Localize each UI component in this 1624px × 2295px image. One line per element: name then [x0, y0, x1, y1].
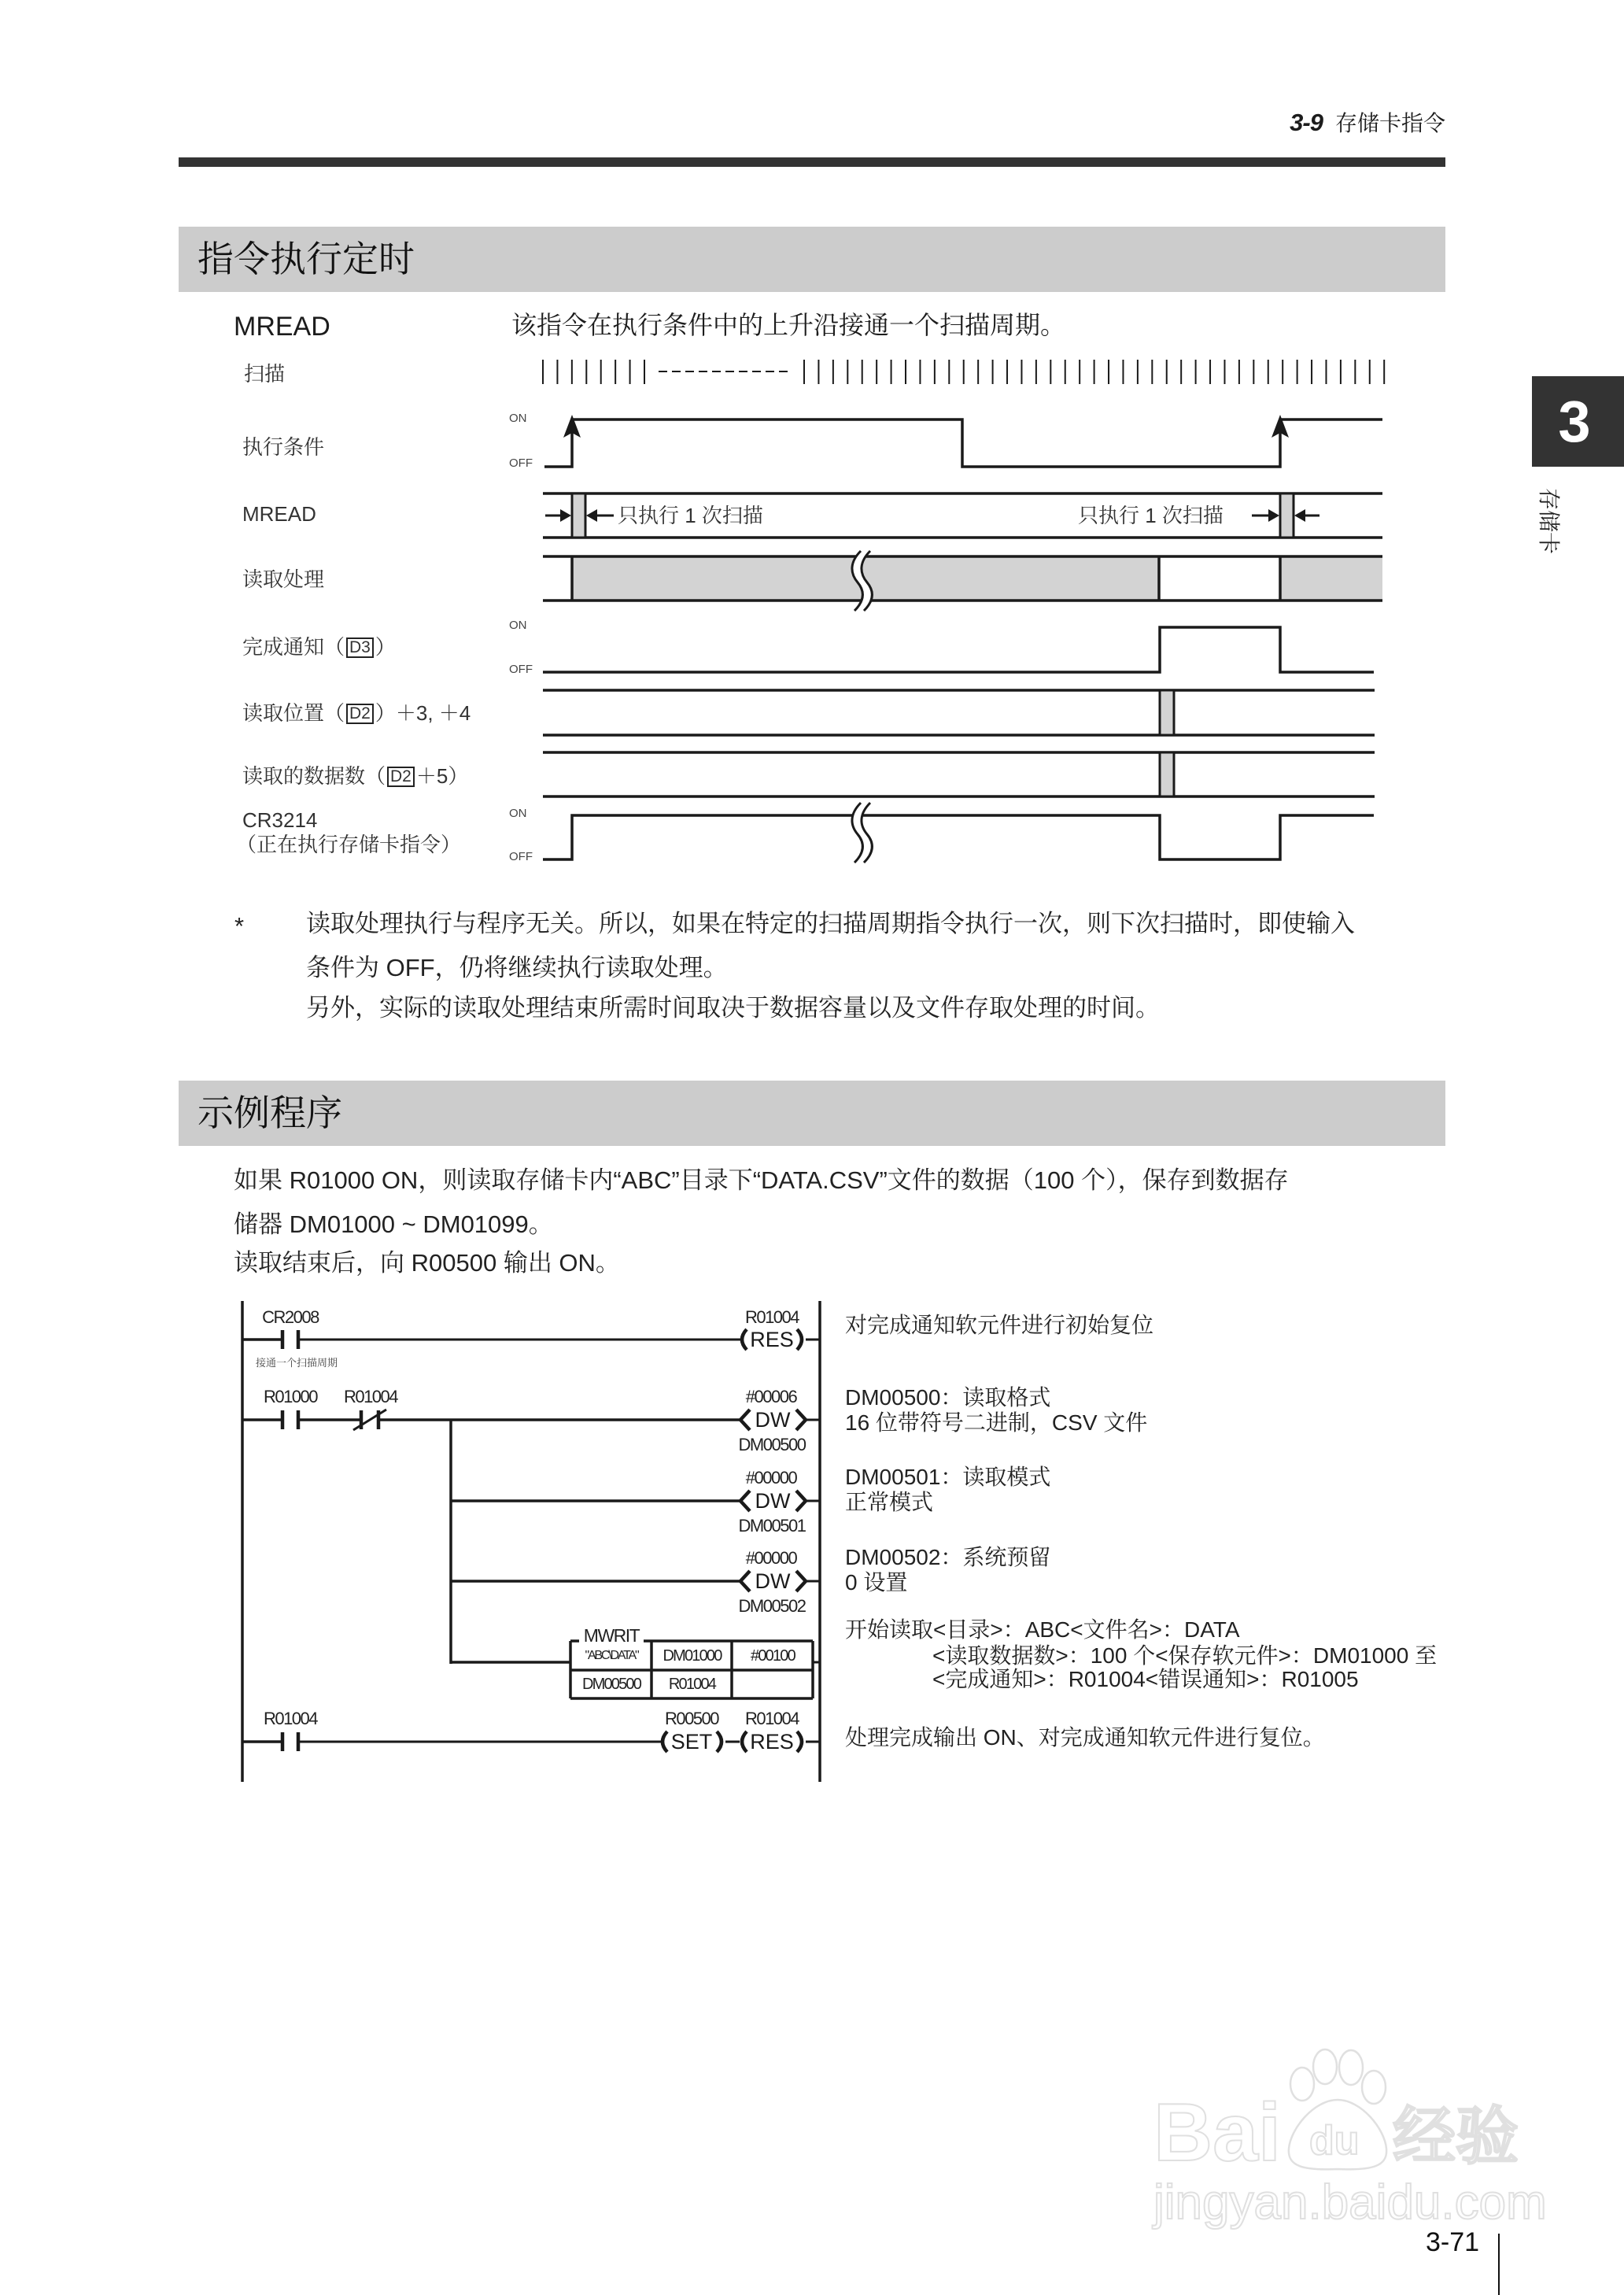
note-line-1: 读取处理执行与程序无关。所以，如果在特定的扫描周期指令执行一次，则下次扫描时，即使输入 [306, 910, 1355, 937]
break-mark-icon [852, 803, 872, 863]
state-off-busy: OFF [509, 850, 533, 863]
label-busy-relay: CR3214 [242, 808, 318, 832]
note-marker: * [234, 912, 245, 940]
rung-3 [451, 1491, 820, 1511]
ladder-diagram [242, 1301, 820, 1782]
label-busy-caption: （正在执行存储卡指令） [236, 833, 462, 856]
scan-ticks [542, 360, 1386, 384]
comment-mwrit-line-1: 开始读取<目录>：ABC<文件名>：DATA [845, 1617, 1240, 1642]
intro-line-2: 储器 DM01000 ~ DM01099。 [234, 1210, 553, 1238]
mread-waveform [543, 493, 1382, 538]
intro-line-1: 如果 R01000 ON，则读取存储卡内“ABC”目录下“DATA.CSV”文件的数据（100 个），保存到数据存 [234, 1166, 1289, 1194]
comment-rung1: 对完成通知软元件进行初始复位 [845, 1313, 1154, 1337]
label-scan: 扫描 [244, 362, 286, 386]
state-on-busy: ON [509, 807, 527, 820]
mwrit-cell-notify: R01004 [668, 1675, 716, 1693]
mwrit-cell-store: DM01000 [663, 1646, 722, 1665]
operand-box: D2 [346, 704, 374, 724]
read-position-waveform [543, 690, 1375, 735]
read-count-waveform [543, 752, 1375, 796]
section-title-example: 示例程序 [197, 1092, 342, 1133]
comment-dm00501-title: DM00501：读取模式 [845, 1465, 1051, 1489]
read-process-waveform [543, 551, 1382, 611]
rung-4 [451, 1571, 820, 1591]
comment-dm00502-title: DM00502：系统预留 [845, 1545, 1051, 1569]
arrow-right-icon [1268, 509, 1279, 522]
note-line-3: 另外，实际的读取处理结束所需时间取决于数据容量以及文件存取处理的时间。 [306, 994, 1160, 1022]
comment-dm00500-value: 16 位带符号二进制，CSV 文件 [845, 1410, 1148, 1435]
chapter-number: 3 [1558, 389, 1591, 454]
done-notify-waveform [543, 627, 1374, 672]
instruction-description: 该指令在执行条件中的上升沿接通一个扫描周期。 [511, 311, 1066, 339]
mwrit-cell-format: DM00500 [581, 1675, 641, 1693]
dw-value-3: #00000 [745, 1548, 797, 1568]
rung-5-mwrit-box [451, 1641, 820, 1698]
rung-6 [242, 1731, 820, 1752]
chapter-label: 存储卡 [1537, 487, 1561, 554]
mwrit-cell-path: "ABC\DATA" [585, 1649, 638, 1662]
state-off-done: OFF [509, 663, 533, 676]
watermark-logo-right: 经验 [1393, 2101, 1519, 2171]
exec-condition-waveform [544, 415, 1382, 467]
state-on-done: ON [509, 619, 527, 632]
operand-box: D2 [387, 767, 415, 787]
coil-res-2: RES [750, 1730, 794, 1754]
coil-dw-3: DW [755, 1569, 791, 1593]
rung-2 [242, 1410, 820, 1664]
arrow-left-icon [1294, 509, 1305, 522]
watermark-url: jingyan.baidu.com [1153, 2175, 1547, 2230]
dw-value-1: #00006 [745, 1387, 797, 1406]
state-off-exec: OFF [509, 456, 533, 470]
coil-res: RES [750, 1328, 794, 1351]
coil-dw-2: DW [755, 1489, 791, 1513]
arrow-right-icon [560, 509, 571, 522]
one-scan-note-right: 只执行 1 次扫描 [1078, 504, 1224, 527]
comment-dm00500-title: DM00500：读取格式 [845, 1385, 1051, 1410]
watermark-logo-left: Bai [1153, 2087, 1281, 2179]
label-text: ）＋3, ＋4 [375, 701, 471, 725]
dw-value-2: #00000 [745, 1468, 797, 1488]
note-line-2: 条件为 OFF，仍将继续执行读取处理。 [306, 954, 728, 981]
intro-line-3: 读取结束后，向 R00500 输出 ON。 [234, 1249, 620, 1277]
operand-box: D3 [346, 638, 374, 658]
contact-label-r01004: R01004 [263, 1709, 318, 1728]
label-exec-condition: 执行条件 [242, 435, 325, 459]
contact-label-r01000: R01000 [263, 1387, 318, 1406]
label-text: 读取的数据数（ [242, 764, 386, 788]
rung-1 [242, 1329, 820, 1350]
watermark-logo-paw-text: du [1309, 2118, 1360, 2164]
dw-dest-2: DM00501 [738, 1516, 806, 1536]
section-number: 3-9 [1290, 109, 1323, 136]
dw-dest-1: DM00500 [738, 1435, 806, 1454]
contact-label-cr2008: CR2008 [262, 1307, 319, 1327]
page-number-rule [1498, 2234, 1500, 2295]
instruction-name: MREAD [234, 312, 330, 342]
comment-dm00501-value: 正常模式 [845, 1490, 934, 1514]
label-read-process: 读取处理 [242, 567, 325, 591]
coil-set: SET [670, 1730, 713, 1754]
arrow-left-icon [586, 509, 597, 522]
coil-dw-1: DW [755, 1408, 791, 1432]
coil-operand-r01004-reset: R01004 [744, 1709, 799, 1728]
coil-operand-r01004: R01004 [744, 1307, 799, 1327]
busy-flag-waveform [543, 803, 1374, 863]
label-mread: MREAD [242, 502, 316, 526]
one-scan-note-left: 只执行 1 次扫描 [618, 504, 763, 527]
contact-note: 接通一个扫描周期 [256, 1357, 338, 1369]
section-title-timing: 指令执行定时 [197, 238, 415, 279]
dw-dest-3: DM00502 [738, 1596, 806, 1616]
comment-dm00502-value: 0 设置 [845, 1570, 908, 1595]
comment-mwrit-line-3: <完成通知>：R01004<错误通知>：R01005 [932, 1667, 1359, 1691]
label-text: 读取位置（ [242, 701, 345, 725]
label-text: 完成通知（ [242, 635, 345, 659]
coil-operand-r00500: R00500 [664, 1709, 719, 1728]
comment-rung6: 处理完成输出 ON、对完成通知软元件进行复位。 [845, 1725, 1325, 1750]
comment-mwrit-line-2: <读取数据数>：100 个<保存软元件>：DM01000 至 [932, 1643, 1438, 1668]
state-on-exec: ON [509, 412, 527, 425]
contact-label-r01004-nc: R01004 [343, 1387, 398, 1406]
mwrit-instruction: MWRIT [583, 1625, 640, 1646]
mwrit-cell-count: #00100 [751, 1646, 795, 1665]
section-title: 存储卡指令 [1334, 111, 1445, 135]
label-text: ） [375, 635, 396, 659]
page-number: 3-71 [1426, 2227, 1480, 2257]
label-text: ＋5） [415, 764, 469, 788]
